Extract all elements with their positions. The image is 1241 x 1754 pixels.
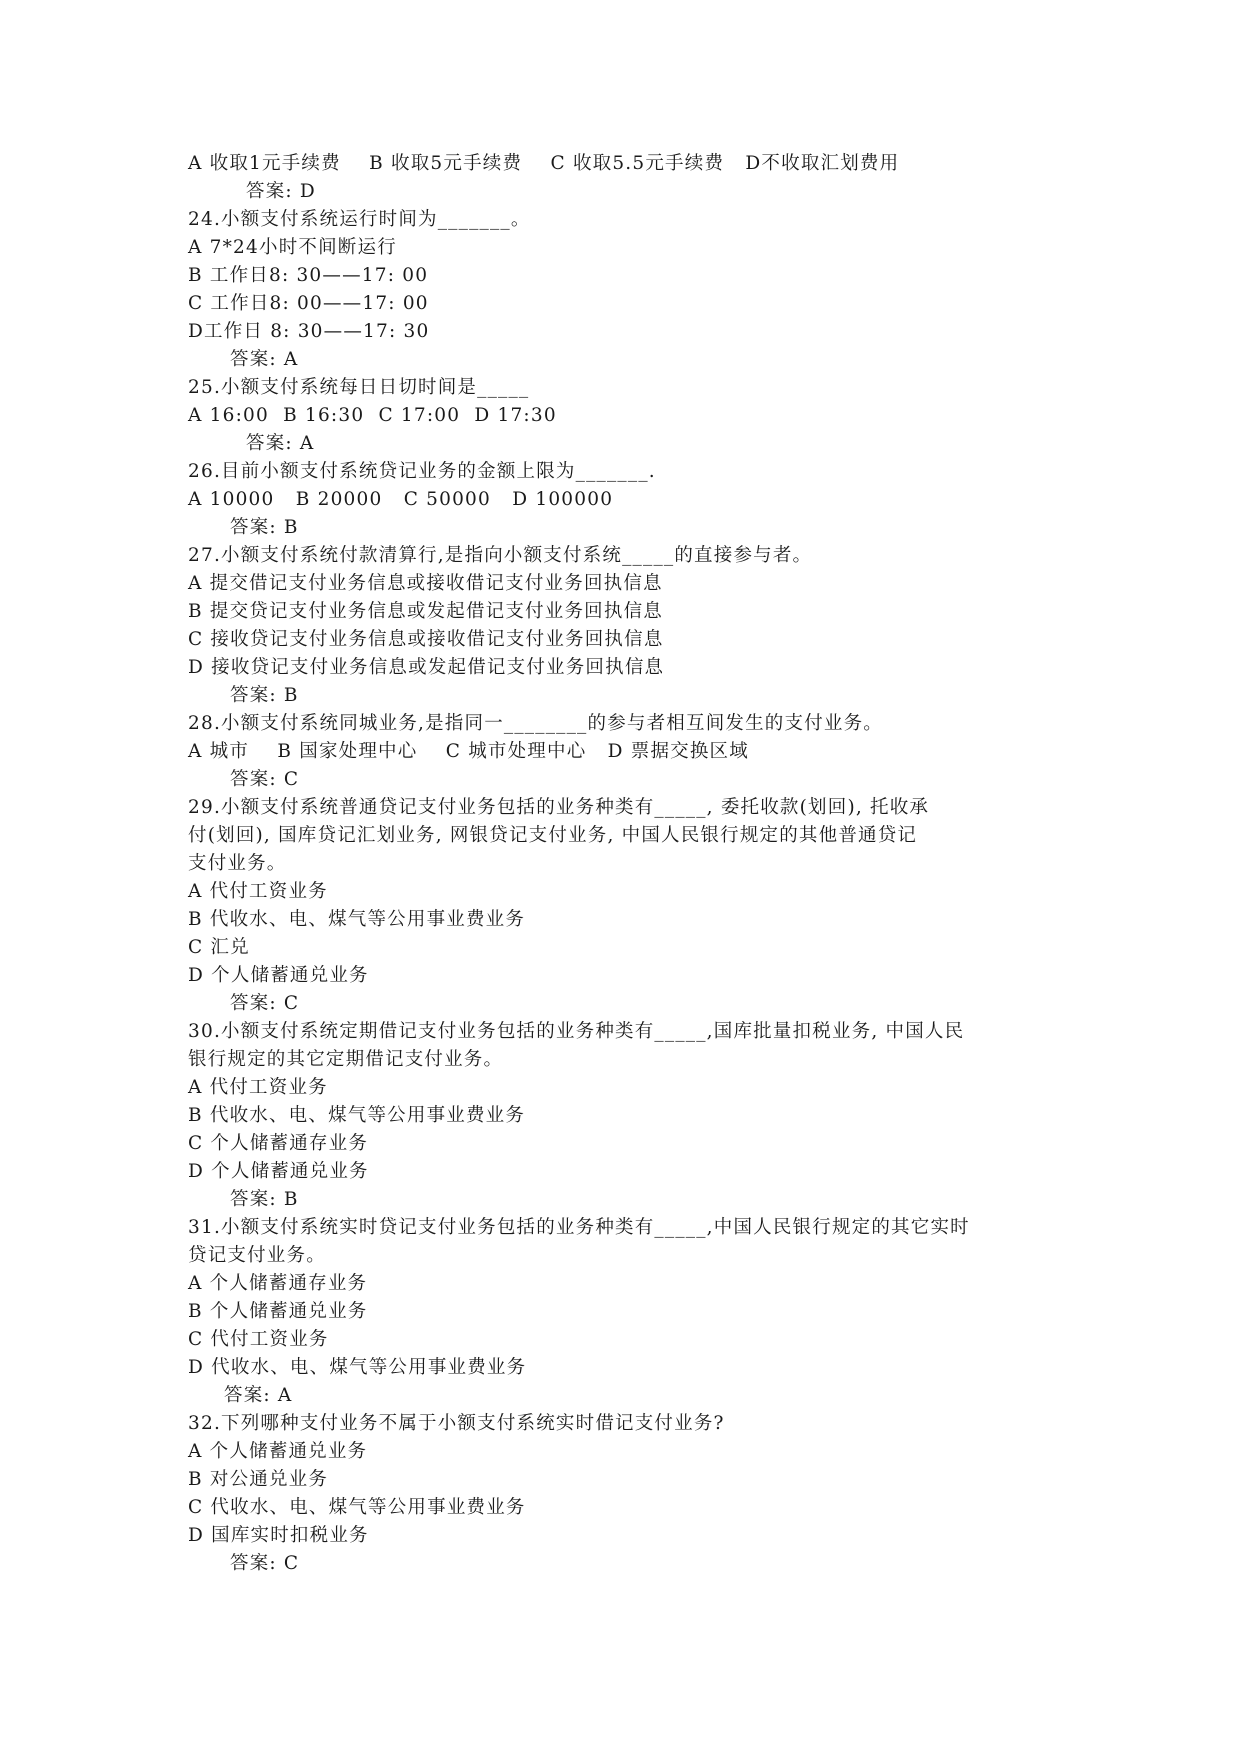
option-line: A 个人储蓄通兑业务 [188,1441,368,1462]
exam-questions-body [188,150,1068,1578]
question-text-line: 26.目前小额支付系统贷记业务的金额上限为_______. [188,461,656,482]
option-line: A 16:00 B 16:30 C 17:00 D 17:30 [188,405,557,426]
option-line: A 10000 B 20000 C 50000 D 100000 [188,489,614,510]
option-line: A 7*24小时不间断运行 [188,237,397,258]
option-line: B 提交贷记支付业务信息或发起借记支付业务回执信息 [188,601,663,622]
option-line: A 代付工资业务 [188,1077,328,1098]
question-text-line: 支付业务。 [188,853,287,874]
question-text-line: 24.小额支付系统运行时间为_______。 [188,209,531,230]
answer-line: 答案: B [230,1189,299,1210]
answer-line: 答案: D [246,181,316,202]
option-line: D 个人储蓄通兑业务 [188,1161,369,1182]
question-text-line: 25.小额支付系统每日日切时间是_____ [188,377,530,398]
option-line: B 代收水、电、煤气等公用事业费业务 [188,1105,526,1126]
option-line: D 接收贷记支付业务信息或发起借记支付业务回执信息 [188,657,665,678]
answer-line: 答案: C [230,993,300,1014]
answer-line: 答案: A [224,1385,293,1406]
question-text-line: 32.下列哪种支付业务不属于小额支付系统实时借记支付业务? [188,1413,725,1434]
option-line: C 工作日8: 00——17: 00 [188,293,429,314]
question-text-line: 27.小额支付系统付款清算行,是指向小额支付系统_____的直接参与者。 [188,545,813,566]
option-line: B 代收水、电、煤气等公用事业费业务 [188,909,526,930]
option-line: A 收取1元手续费 B 收取5元手续费 C 收取5.5元手续费 D不收取汇划费用 [188,153,900,174]
answer-line: 答案: A [230,349,299,370]
option-line: C 代付工资业务 [188,1329,329,1350]
question-text-line: 31.小额支付系统实时贷记支付业务包括的业务种类有_____,中国人民银行规定的其它实时 [188,1217,970,1238]
question-text-line: 30.小额支付系统定期借记支付业务包括的业务种类有_____,国库批量扣税业务, 中国人民 [188,1021,965,1042]
answer-line: 答案: B [230,517,299,538]
option-line: D 个人储蓄通兑业务 [188,965,369,986]
option-line: B 个人储蓄通兑业务 [188,1301,368,1322]
question-text-line: 银行规定的其它定期借记支付业务。 [188,1049,504,1070]
option-line: A 代付工资业务 [188,881,328,902]
option-line: A 城市 B 国家处理中心 C 城市处理中心 D 票据交换区域 [188,741,749,762]
question-text-line: 付(划回), 国库贷记汇划业务, 网银贷记支付业务, 中国人民银行规定的其他普通贷记 [188,825,918,846]
option-line: C 汇兑 [188,937,250,958]
option-line: D工作日 8: 30——17: 30 [188,321,430,342]
answer-line: 答案: A [246,433,315,454]
option-line: A 提交借记支付业务信息或接收借记支付业务回执信息 [188,573,663,594]
question-text-line: 29.小额支付系统普通贷记支付业务包括的业务种类有_____, 委托收款(划回), 托收承 [188,797,930,818]
option-line: B 工作日8: 30——17: 00 [188,265,429,286]
answer-line: 答案: C [230,1553,300,1574]
option-line: C 代收水、电、煤气等公用事业费业务 [188,1497,526,1518]
option-line: A 个人储蓄通存业务 [188,1273,368,1294]
question-text-line: 28.小额支付系统同城业务,是指同一________的参与者相互间发生的支付业务。 [188,713,884,734]
option-line: C 接收贷记支付业务信息或接收借记支付业务回执信息 [188,629,664,650]
option-line: C 个人储蓄通存业务 [188,1133,369,1154]
option-line: B 对公通兑业务 [188,1469,329,1490]
option-line: D 代收水、电、煤气等公用事业费业务 [188,1357,527,1378]
question-text-line: 贷记支付业务。 [188,1245,326,1266]
answer-line: 答案: C [230,769,300,790]
option-line: D 国库实时扣税业务 [188,1525,369,1546]
answer-line: 答案: B [230,685,299,706]
